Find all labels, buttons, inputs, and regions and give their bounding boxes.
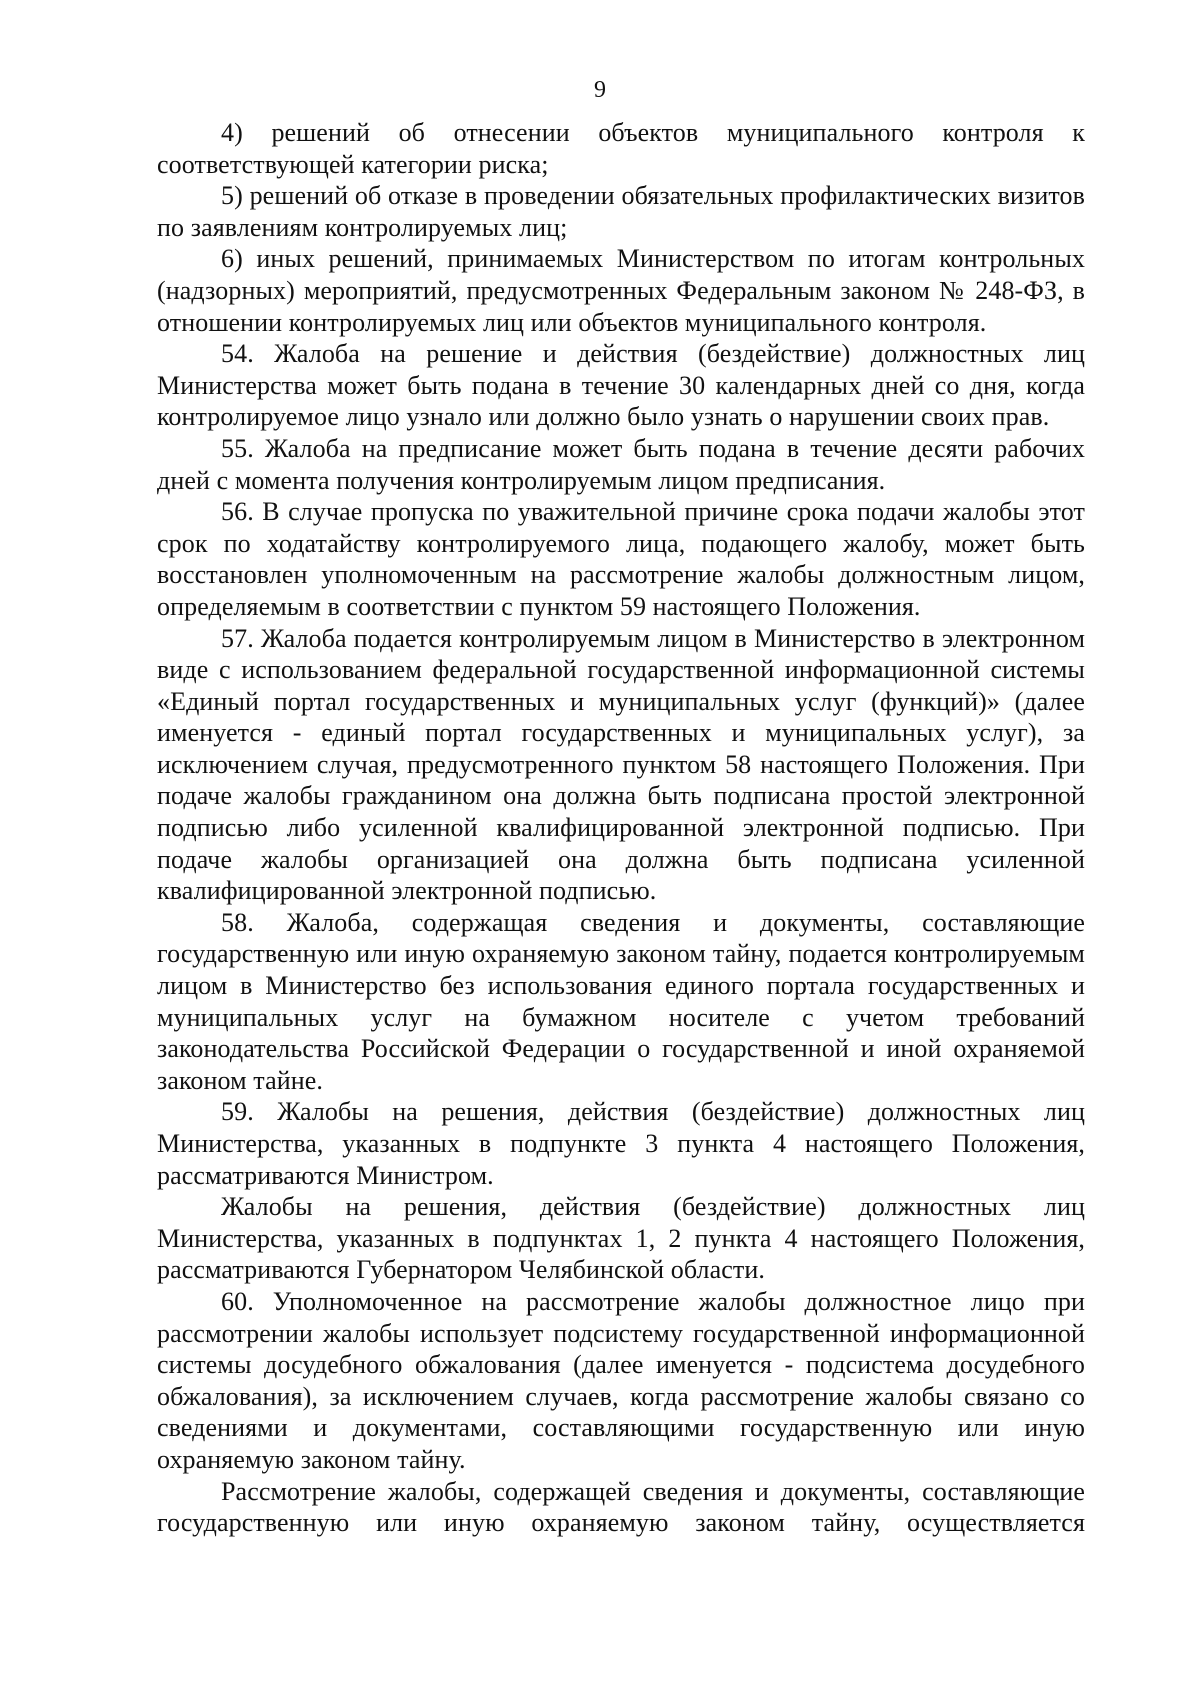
- paragraph-60-continued: Рассмотрение жалобы, содержащей сведения и документы, составляющие государственную или иную охраняемую законом тайну, осуществляется: [157, 1476, 1085, 1538]
- paragraph-58: 58. Жалоба, содержащая сведения и документы, составляющие государственную или иную охраняемую законом тайну, подается контролируемым лицом в Министерство без использования единого портала государственных и муниципальных услуг на бумажном носителе с учетом требований законодательства Российской Федерации о государственной и иной охраняемой законом тайне.: [157, 907, 1085, 1095]
- paragraph-55: 55. Жалоба на предписание может быть подана в течение десяти рабочих дней с момента получения контролируемым лицом предписания.: [157, 433, 1085, 495]
- paragraph-59: 59. Жалобы на решения, действия (бездействие) должностных лиц Министерства, указанных в подпункте 3 пункта 4 настоящего Положения, рассматриваются Министром.: [157, 1097, 1085, 1190]
- document-body: [157, 117, 1085, 1539]
- paragraph-59-continued: Жалобы на решения, действия (бездействие) должностных лиц Министерства, указанных в подпунктах 1, 2 пункта 4 настоящего Положения, рассматриваются Губернатором Челябинской области.: [157, 1192, 1085, 1285]
- paragraph-item-4: 4) решений об отнесении объектов муниципального контроля к соответствующей категории риска;: [157, 118, 1085, 179]
- paragraph-56: 56. В случае пропуска по уважительной причине срока подачи жалобы этот срок по ходатайству контролируемого лица, подающего жалобу, может быть восстановлен уполномоченным на рассмотрение жалобы должностным лицом, определяемым в соответствии с пунктом 59 настоящего Положения.: [157, 497, 1085, 621]
- paragraph-60: 60. Уполномоченное на рассмотрение жалобы должностное лицо при рассмотрении жалобы использует подсистему государственной информационной системы досудебного обжалования (далее именуется - подсистема досудебного обжалования), за исключением случаев, когда рассмотрение жалобы связано со сведениями и документами, составляющими государственную или иную охраняемую законом тайну.: [157, 1286, 1085, 1474]
- paragraph-item-5: 5) решений об отказе в проведении обязательных профилактических визитов по заявлениям контролируемых лиц;: [157, 181, 1085, 242]
- paragraph-item-6: 6) иных решений, принимаемых Министерством по итогам контрольных (надзорных) мероприятий, предусмотренных Федеральным законом № 248-ФЗ, в отношении контролируемых лиц или объектов муниципального контроля.: [157, 244, 1085, 337]
- page-number: 9: [594, 77, 606, 103]
- paragraph-54: 54. Жалоба на решение и действия (бездействие) должностных лиц Министерства может быть подана в течение 30 календарных дней со дня, когда контролируемое лицо узнало или должно было узнать о нарушении своих прав.: [157, 339, 1085, 432]
- paragraph-57: 57. Жалоба подается контролируемым лицом в Министерство в электронном виде с использованием федеральной государственной информационной системы «Единый портал государственных и муниципальных услуг (функций)» (далее именуется - единый портал государственных и муниципальных услуг), за исключением случая, предусмотренного пунктом 58 настоящего Положения. При подаче жалобы гражданином она должна быть подписана простой электронной подписью либо усиленной квалифицированной электронной подписью. При подаче жалобы организацией она должна быть подписана усиленной квалифицированной электронной подписью.: [157, 623, 1085, 906]
